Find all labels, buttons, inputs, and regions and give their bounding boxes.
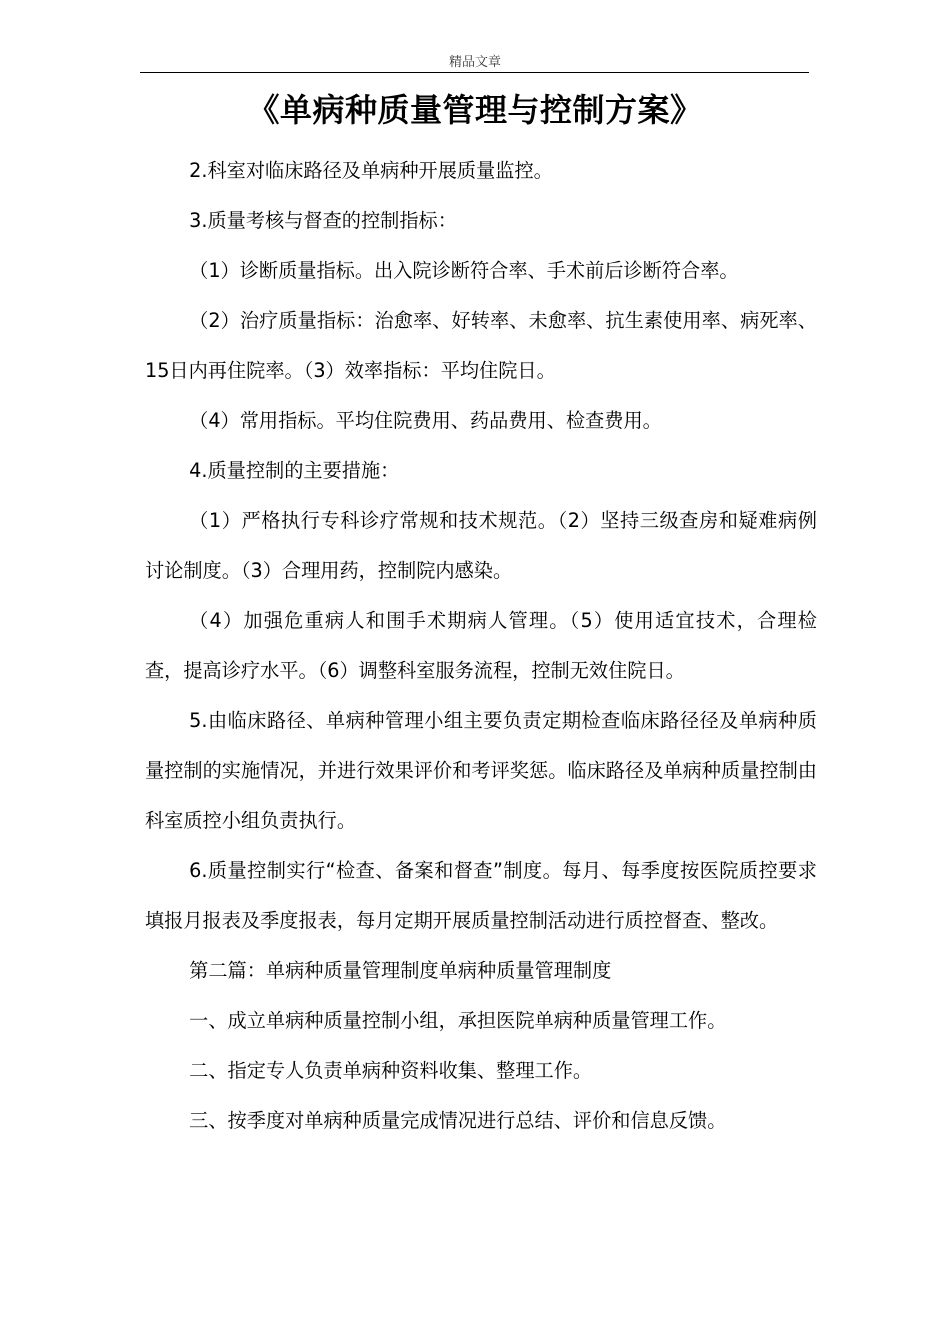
page-header-label: 精品文章 [448, 55, 501, 70]
paragraph-6: 4.质量控制的主要措施： [189, 459, 400, 482]
paragraph-11: 第二篇：单病种质量管理制度单病种质量管理制度 [189, 959, 612, 982]
document-title: 《单病种质量管理与控制方案》 [247, 91, 703, 129]
paragraph-1: 2.科室对临床路径及单病种开展质量监控。 [189, 159, 553, 182]
paragraph-10: 6.质量控制实行“检查、备案和督查”制度。每月、每季度按医院质控要求填报月报表及季度报表，每月定期开展质量控制活动进行质控督查、整改。 [145, 859, 817, 932]
paragraph-7: （1）严格执行专科诊疗常规和技术规范。（2）坚持三级查房和疑难病例讨论制度。（3）合理用药，控制院内感染。 [145, 509, 817, 582]
paragraph-12: 一、成立单病种质量控制小组，承担医院单病种质量管理工作。 [189, 1009, 727, 1032]
paragraph-4: （2）治疗质量指标：治愈率、好转率、未愈率、抗生素使用率、病死率、15日内再住院率。（3）效率指标：平均住院日。 [145, 309, 817, 382]
paragraph-13: 二、指定专人负责单病种资料收集、整理工作。 [189, 1059, 593, 1082]
document-body [145, 146, 817, 1146]
paragraph-8: （4）加强危重病人和围手术期病人管理。（5）使用适宜技术，合理检查，提高诊疗水平。（6）调整科室服务流程，控制无效住院日。 [145, 609, 817, 682]
paragraph-3: （1）诊断质量指标。出入院诊断符合率、手术前后诊断符合率。 [189, 259, 739, 282]
paragraph-2: 3.质量考核与督查的控制指标： [189, 209, 457, 232]
paragraph-9: 5.由临床路径、单病种管理小组主要负责定期检查临床路径径及单病种质量控制的实施情况，并进行效果评价和考评奖惩。临床路径及单病种质量控制由科室质控小组负责执行。 [145, 709, 817, 832]
paragraph-14: 三、按季度对单病种质量完成情况进行总结、评价和信息反馈。 [189, 1109, 727, 1132]
paragraph-5: （4）常用指标。平均住院费用、药品费用、检查费用。 [189, 409, 662, 432]
header-divider [140, 72, 809, 73]
